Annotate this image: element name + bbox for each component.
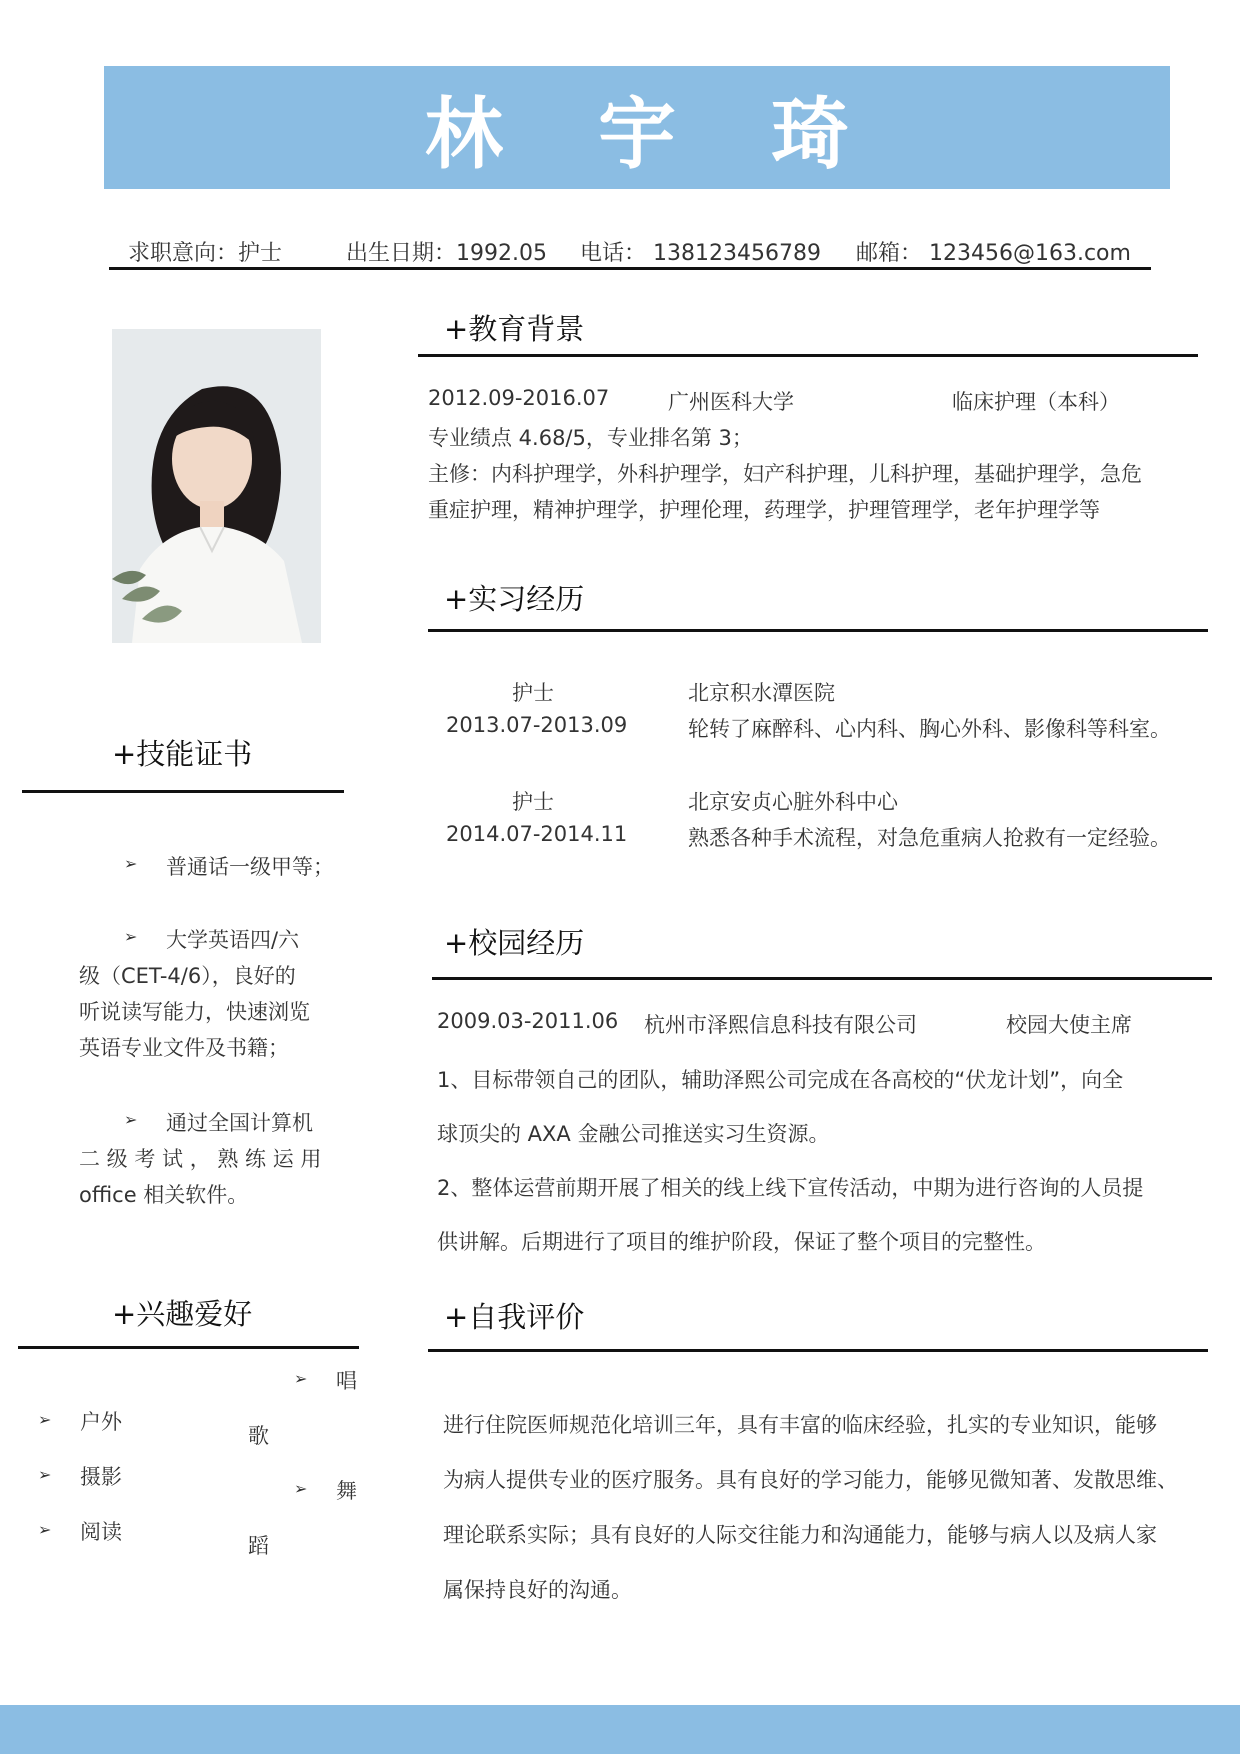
bullet-arrow-icon: ➢ [38,1465,52,1484]
self-line: 进行住院医师规范化培训三年，具有丰富的临床经验，扎实的专业知识，能够 [443,1413,1157,1437]
internship-heading: +实习经历 [444,582,585,616]
bullet-arrow-icon: ➢ [124,1110,138,1129]
intern-period: 2014.07-2014.11 [446,822,628,846]
campus-line: 2、整体运营前期开展了相关的线上线下宣传活动，中期为进行咨询的人员提 [437,1176,1144,1200]
intern-desc: 轮转了麻醉科、心内科、胸心外科、影像科等科室。 [688,717,1171,741]
intern-period: 2013.07-2013.09 [446,713,628,737]
email: 邮箱： 123456@163.com [856,241,1131,266]
education-courses: 主修：内科护理学，外科护理学，妇产科护理，儿科护理，基础护理学，急危 [428,462,1142,486]
hobby-item: 摄影 [80,1465,122,1489]
self-line: 属保持良好的沟通。 [443,1578,632,1602]
bullet-arrow-icon: ➢ [294,1479,308,1498]
intern-org: 北京积水潭医院 [688,681,835,705]
bullet-arrow-icon: ➢ [124,854,138,873]
skill-item-line: 级（CET-4/6），良好的 [79,964,296,988]
hobby-item: 户外 [80,1410,122,1434]
education-period: 2012.09-2016.07 [428,386,610,410]
education-gpa: 专业绩点 4.68/5，专业排名第 3； [428,426,753,450]
internship-divider [428,629,1208,632]
education-courses: 重症护理，精神护理学，护理伦理，药理学，护理管理学，老年护理学等 [428,498,1100,522]
hobbies-divider [18,1346,359,1349]
phone: 电话： 138123456789 [580,241,821,266]
intern-role: 护士 [512,790,554,814]
bullet-arrow-icon: ➢ [294,1369,308,1388]
hobby-item: 舞 [336,1479,357,1503]
campus-line: 1、目标带领自己的团队，辅助泽熙公司完成在各高校的“伏龙计划”，向全 [437,1068,1124,1092]
intern-org: 北京安贞心脏外科中心 [688,790,898,814]
bullet-arrow-icon: ➢ [124,927,138,946]
info-divider [109,267,1151,270]
education-school: 广州医科大学 [668,390,794,414]
job-intention: 求职意向：护士 [128,241,283,266]
bullet-arrow-icon: ➢ [38,1520,52,1539]
campus-divider [432,977,1212,980]
hobby-item-cont: 蹈 [248,1534,269,1558]
candidate-name: 林 宇 琦 [424,89,884,180]
education-heading: +教育背景 [444,312,585,346]
self-heading: +自我评价 [444,1300,585,1334]
skill-item-line: 二 级 考 试 ， 熟 练 运 用 [79,1147,322,1171]
campus-line: 供讲解。后期进行了项目的维护阶段，保证了整个项目的完整性。 [437,1230,1046,1254]
profile-photo [112,329,321,643]
skills-heading: +技能证书 [112,737,253,771]
campus-line: 球顶尖的 AXA 金融公司推送实习生资源。 [437,1122,830,1146]
hobbies-heading: +兴趣爱好 [112,1297,253,1331]
skills-divider [22,790,344,793]
bullet-arrow-icon: ➢ [38,1410,52,1429]
self-line: 理论联系实际；具有良好的人际交往能力和沟通能力，能够与病人以及病人家 [443,1523,1157,1547]
hobby-item-cont: 歌 [248,1424,269,1448]
hobby-item: 阅读 [80,1520,122,1544]
hobby-item: 唱 [336,1369,357,1393]
self-divider [428,1349,1208,1352]
skill-item-line: 英语专业文件及书籍； [79,1036,289,1060]
campus-heading: +校园经历 [444,926,585,960]
education-major: 临床护理（本科） [952,390,1120,414]
intern-role: 护士 [512,681,554,705]
skill-item: 大学英语四/六 [166,928,300,952]
skill-item: 通过全国计算机 [166,1111,313,1135]
skill-item-line: 听说读写能力，快速浏览 [79,1000,310,1024]
campus-org: 杭州市泽熙信息科技有限公司 [644,1013,917,1037]
self-line: 为病人提供专业的医疗服务。具有良好的学习能力，能够见微知著、发散思维、 [443,1468,1178,1492]
campus-role: 校园大使主席 [1006,1013,1132,1037]
skill-item-line: office 相关软件。 [79,1183,249,1207]
campus-period: 2009.03-2011.06 [437,1009,619,1033]
intern-desc: 熟悉各种手术流程，对急危重病人抢救有一定经验。 [688,826,1171,850]
footer-bar [0,1705,1240,1754]
skill-item: 普通话一级甲等； [166,855,334,879]
education-divider [418,354,1198,357]
birth-date: 出生日期：1992.05 [346,241,547,266]
name-banner [104,66,1170,189]
